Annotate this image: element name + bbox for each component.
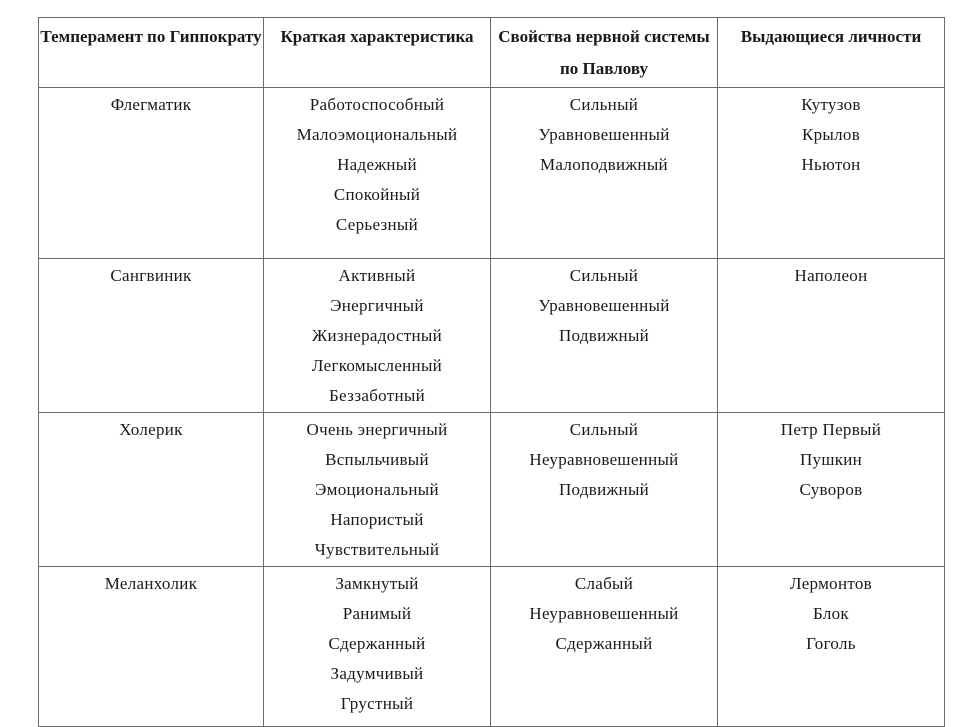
header-text: системы по Павлову bbox=[560, 27, 710, 78]
properties-cell bbox=[491, 413, 718, 567]
property: Уравновешенный bbox=[538, 296, 670, 315]
trait: Надежный bbox=[337, 155, 417, 174]
trait: Сдержанный bbox=[328, 634, 426, 653]
header-nervous-system bbox=[491, 18, 718, 88]
properties-cell bbox=[491, 88, 718, 259]
header-characteristic bbox=[264, 18, 491, 88]
property: Неуравновешенный bbox=[529, 450, 679, 469]
trait: Активный bbox=[338, 266, 416, 285]
property: Неуравновешенный bbox=[529, 604, 679, 623]
property: Сильный bbox=[569, 95, 639, 114]
trait: Задумчивый bbox=[330, 664, 424, 683]
traits-cell bbox=[264, 259, 491, 413]
person: Крылов bbox=[801, 125, 861, 144]
people-cell bbox=[718, 88, 945, 259]
trait: Эмоциональный bbox=[315, 480, 439, 499]
trait: Энергичный bbox=[330, 296, 424, 315]
trait: Чувствительный bbox=[314, 540, 440, 559]
person: Лермонтов bbox=[790, 574, 872, 593]
person: Петр Первый bbox=[780, 420, 882, 439]
trait: Жизнерадостный bbox=[311, 326, 443, 345]
person: Суворов bbox=[799, 480, 863, 499]
trait: Напористый bbox=[330, 510, 424, 529]
property: Слабый bbox=[574, 574, 634, 593]
temperament-name: Холерик bbox=[119, 420, 183, 439]
people-cell bbox=[718, 413, 945, 567]
property: Подвижный bbox=[558, 326, 650, 345]
header-row bbox=[39, 18, 945, 88]
trait: Спокойный bbox=[333, 185, 421, 204]
person: Пушкин bbox=[799, 450, 863, 469]
properties-cell bbox=[491, 259, 718, 413]
trait: Грустный bbox=[340, 694, 414, 713]
person: Гоголь bbox=[806, 634, 856, 653]
trait: Малоэмоциональный bbox=[296, 125, 458, 144]
properties-cell bbox=[491, 567, 718, 727]
table-row bbox=[39, 259, 945, 413]
people-cell bbox=[718, 259, 945, 413]
trait: Вспыльчивый bbox=[325, 450, 429, 469]
header-text: личности bbox=[848, 27, 922, 46]
trait: Легкомысленный bbox=[311, 356, 443, 375]
header-personalities bbox=[718, 18, 945, 88]
trait: Работоспособный bbox=[309, 95, 445, 114]
table-row bbox=[39, 413, 945, 567]
header-text: Краткая bbox=[280, 27, 346, 46]
temperament-name: Сангвиник bbox=[110, 266, 192, 285]
traits-cell bbox=[264, 413, 491, 567]
property: Сильный bbox=[569, 266, 639, 285]
person: Блок bbox=[813, 604, 849, 623]
trait: Беззаботный bbox=[329, 386, 425, 405]
temperament-table bbox=[38, 17, 945, 727]
person: Ньютон bbox=[801, 155, 861, 174]
temperament-cell bbox=[39, 413, 264, 567]
header-temperament bbox=[39, 18, 264, 88]
trait: Серьезный bbox=[335, 215, 419, 234]
traits-cell bbox=[264, 567, 491, 727]
header-text: Темперамент по bbox=[40, 27, 166, 46]
temperament-cell bbox=[39, 259, 264, 413]
property: Сильный bbox=[569, 420, 639, 439]
traits-cell bbox=[264, 88, 491, 259]
trait: Ранимый bbox=[342, 604, 412, 623]
header-text: Выдающиеся bbox=[740, 27, 845, 46]
header-text: Свойства нервной bbox=[498, 27, 640, 46]
header-text: характеристика bbox=[350, 27, 474, 46]
property: Подвижный bbox=[558, 480, 650, 499]
temperament-name: Меланхолик bbox=[104, 574, 198, 593]
person: Кутузов bbox=[801, 95, 861, 114]
trait: Очень энергичный bbox=[306, 420, 448, 439]
trait: Замкнутый bbox=[335, 574, 419, 593]
temperament-cell bbox=[39, 567, 264, 727]
people-cell bbox=[718, 567, 945, 727]
property: Малоподвижный bbox=[540, 155, 668, 174]
temperament-name: Флегматик bbox=[110, 95, 192, 114]
header-text: Гиппократу bbox=[169, 27, 262, 46]
table-row bbox=[39, 88, 945, 259]
temperament-cell bbox=[39, 88, 264, 259]
table-row bbox=[39, 567, 945, 727]
property: Уравновешенный bbox=[538, 125, 670, 144]
property: Сдержанный bbox=[555, 634, 653, 653]
person: Наполеон bbox=[794, 266, 868, 285]
